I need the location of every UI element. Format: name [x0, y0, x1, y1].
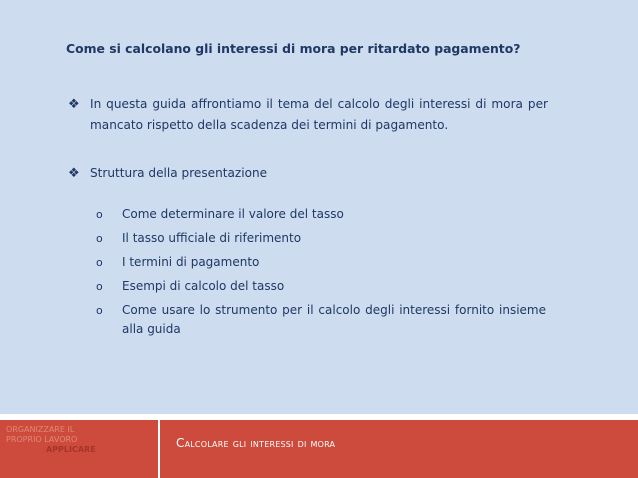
sub-item: [96, 277, 546, 296]
bullet-text: Struttura della presentazione: [90, 166, 268, 180]
circle-bullet-icon: o: [96, 256, 103, 269]
logo-line: ORGANIZZARE IL: [6, 425, 75, 434]
sub-item: [96, 205, 546, 224]
circle-bullet-icon: o: [96, 208, 103, 221]
circle-bullet-icon: o: [96, 232, 103, 245]
sub-item-text: Come usare lo strumento per il calcolo degli interessi fornito insieme alla guida: [122, 303, 546, 336]
bullet-item: [68, 163, 548, 184]
sub-item-text: Esempi di calcolo del tasso: [122, 279, 285, 293]
sub-item-text: Il tasso ufficiale di riferimento: [122, 231, 302, 245]
circle-bullet-icon: o: [96, 304, 103, 317]
slide-title: Come si calcolano gli interessi di mora per ritardato pagamento?: [66, 41, 521, 56]
sub-item-text: I termini di pagamento: [122, 255, 260, 269]
logo: [6, 425, 146, 455]
logo-line: APPLICARE: [46, 445, 96, 454]
sub-item: [96, 301, 546, 339]
footer-title: Calcolare gli interessi di mora: [176, 436, 336, 450]
sub-item: [96, 253, 546, 272]
circle-bullet-icon: o: [96, 280, 103, 293]
diamond-bullet-icon: ❖: [68, 97, 80, 112]
bullet-text: In questa guida affrontiamo il tema del calcolo degli interessi di mora per mancato rispetto della scadenza dei termini di pagamento.: [90, 97, 548, 132]
logo-line: PROPRIO LAVORO: [6, 435, 78, 444]
diamond-bullet-icon: ❖: [68, 166, 80, 181]
sub-item: [96, 229, 546, 248]
sub-item-text: Come determinare il valore del tasso: [122, 207, 344, 221]
bullet-item: [68, 94, 548, 136]
